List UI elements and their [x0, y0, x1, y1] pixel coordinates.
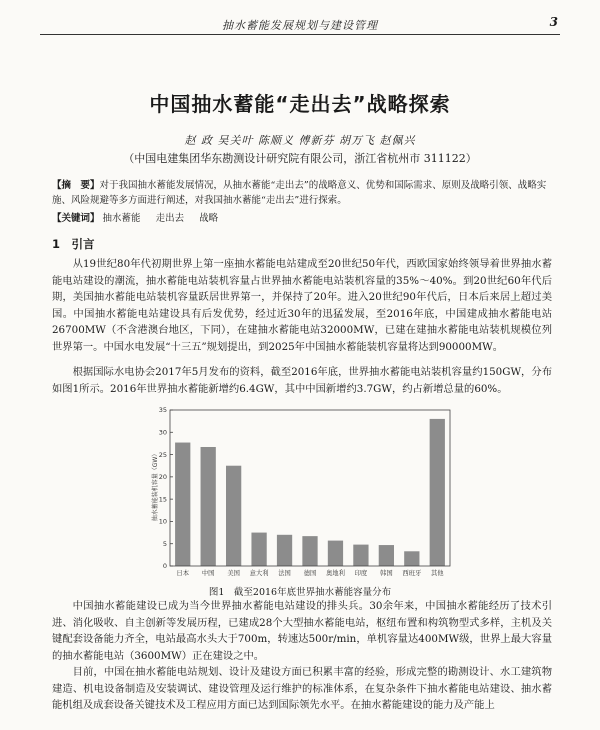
paragraph: 中国抽水蓄能建设已成为当今世界抽水蓄能电站建设的排头兵。30余年来，中国抽水蓄能经历了技术引进、消化吸收、自主创新等发展历程，已建成28个大型抽水蓄能电站，枢纽布置和构筑物型式多样，主机及关键配套设备能力齐全，电站最高水头大于700m，转速达500r/min，单机容量达400MW级，世界上最大容量的抽水蓄能电站（3600MW）正在建设之中。 — [52, 600, 552, 662]
x-tick-label: 其他 — [430, 570, 444, 577]
y-tick-label: 10 — [158, 517, 167, 526]
x-tick-label: 印度 — [354, 570, 368, 577]
keyword: 战略 — [199, 213, 219, 224]
x-tick-label: 法国 — [278, 570, 291, 577]
bar-10 — [430, 419, 445, 566]
y-tick-label: 20 — [158, 473, 167, 482]
x-tick-label: 韩国 — [380, 570, 393, 577]
keywords-label: 【关键词】 — [52, 213, 100, 224]
y-axis-label: 抽水蓄能装机容量（GW） — [152, 450, 159, 522]
x-tick-label: 意大利 — [249, 570, 269, 577]
section-heading-introduction: 1 引言 — [52, 237, 95, 251]
paper-title: 中国抽水蓄能“走出去”战略探索 — [149, 92, 451, 116]
y-tick-label: 15 — [158, 495, 167, 504]
paragraph: 根据国际水电协会2017年5月发布的资料，截至2016年底，世界抽水蓄能电站装机容量约150GW，分布如图1所示。2016年世界抽水蓄能新增约6.4GW，其中中国新增约3.7GW，约占新增总量的60%。 — [52, 366, 552, 395]
bar-2 — [226, 466, 241, 566]
bar-7 — [353, 545, 368, 566]
bar-9 — [404, 551, 419, 566]
running-header — [40, 14, 560, 35]
bar-4 — [277, 535, 292, 566]
bar-5 — [302, 536, 317, 566]
paragraph: 目前，中国在抽水蓄能电站规划、设计及建设方面已积累丰富的经验，形成完整的勘测设计、水工建筑物建造、机电设备制造及安装调试、建设管理及运行维护的标准体系，在复杂条件下抽水蓄能电站建设、抽水蓄能机组及成套设备关键技术及工程应用方面已达到国际领先水平。在抽水蓄能建设的能力及产能上 — [52, 666, 552, 712]
bar-6 — [328, 541, 343, 566]
y-tick-label: 30 — [158, 428, 167, 437]
bar-0 — [175, 443, 190, 566]
y-tick-label: 5 — [162, 539, 167, 548]
capacity-bar-chart — [146, 404, 454, 582]
bar-1 — [201, 447, 216, 566]
paragraph: 从19世纪80年代初期世界上第一座抽水蓄能电站建成至20世纪50年代，西欧国家始终领导着世界抽水蓄能电站建设的潮流，抽水蓄能电站装机容量占世界抽水蓄能电站装机容量的35%～40%。到20世纪60年代后期，美国抽水蓄能电站装机容量跃居世界第一，并保持了20年。进入20世纪90年代后，日本后来居上超过美国。中国抽水蓄能电站建设具有后发优势，经过近30年的迅猛发展，至2016年底，中国建成抽水蓄能电站26700MW（不含港澳台地区，下同），在建抽水蓄能电站32000MW，已建在建抽水蓄能电站装机规模位列世界第一。中国水电发展“十三五”规划提出，到2025年中国抽水蓄能装机容量将达到90000MW。 — [52, 258, 552, 353]
bar-8 — [379, 545, 394, 566]
keywords — [52, 210, 550, 224]
keyword: 走出去 — [155, 213, 185, 224]
x-tick-label: 西班牙 — [402, 570, 422, 577]
y-tick-label: 25 — [158, 450, 167, 459]
y-tick-label: 35 — [158, 406, 167, 415]
running-title: 抽水蓄能发展规划与建设管理 — [222, 19, 378, 32]
bar-3 — [251, 533, 266, 566]
abstract — [52, 178, 550, 208]
keyword: 抽水蓄能 — [102, 213, 141, 224]
x-tick-label: 德国 — [303, 570, 317, 577]
figure-caption: 图1 截至2016年底世界抽水蓄能容量分布 — [208, 587, 392, 598]
y-tick-label: 0 — [162, 562, 167, 571]
x-tick-label: 奥地利 — [326, 570, 345, 577]
page-number: 3 — [549, 15, 558, 29]
affiliation: （中国电建集团华东勘测设计研究院有限公司，浙江省杭州市 311122） — [123, 152, 477, 165]
x-tick-label: 日本 — [176, 570, 190, 577]
x-tick-label: 美国 — [227, 570, 240, 577]
author-list: 赵 政 吴关叶 陈顺义 傅新芬 胡万飞 赵佩兴 — [184, 134, 416, 147]
abstract-text: 对于我国抽水蓄能发展情况，从抽水蓄能“走出去”的战略意义、优势和国际需求、原则及战略引领、战略实施、风险规避等多方面进行阐述，对我国抽水蓄能“走出去”进行探索。 — [52, 180, 547, 206]
abstract-label: 【摘 要】 — [52, 180, 100, 191]
x-tick-label: 中国 — [201, 570, 215, 577]
